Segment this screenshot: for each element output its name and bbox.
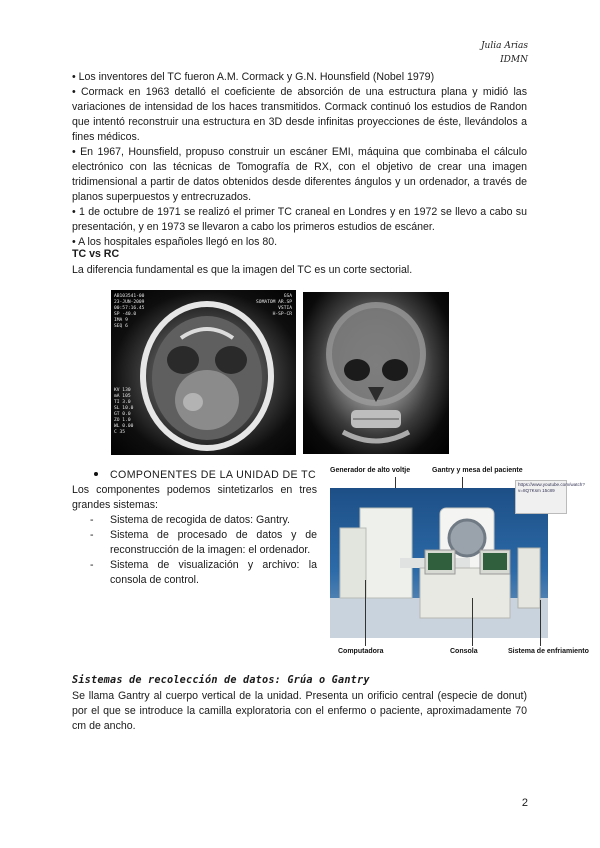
list-item: - Sistema de visualización y archivo: la consola de control.	[90, 559, 317, 586]
leader-line	[365, 580, 366, 646]
label-console: Consola	[450, 648, 478, 655]
course-name: IDMN	[500, 55, 528, 65]
components-heading-text: COMPONENTES DE LA UNIDAD DE TC	[110, 469, 317, 481]
label-cooling: Sistema de enfriamiento	[508, 648, 589, 655]
bullet-icon	[94, 472, 98, 476]
history-paragraph: • Los inventores del TC fueron A.M. Cormack y G.N. Hounsfield (Nobel 1979)	[72, 71, 435, 83]
ct-overlay-left: AB103541-00 23-JUN-2009 00:57:16.45 SP -40.0 IMA 9 SEQ 6	[114, 294, 145, 329]
ct-overlay-right: GSA SOMATOM AR.SP VSTIA H-SP-CR	[256, 294, 292, 317]
label-gantry: Gantry y mesa del paciente	[432, 467, 523, 474]
history-paragraph: • En 1967, Hounsfield, propuso construir un escáner EMI, máquina que combinaba el cálculo electrónico con las técnicas de Tomografía de RX, con el objetivo de crear una imagen tridimensional a partir de datos obtenidos desde diferentes ángulos y un ordenador, a través de planos superpuestos y entrecruzados.	[72, 146, 527, 203]
history-paragraph: • A los hospitales españoles llegó en los 80.	[72, 236, 278, 248]
gantry-section-title: Sistemas de recolección de datos: Grúa o Gantry	[72, 675, 370, 686]
leader-line	[472, 598, 473, 646]
skull-xray-image	[303, 292, 449, 454]
tc-vs-rc-heading: TC vs RC	[72, 248, 120, 260]
leader-line	[540, 600, 541, 646]
ct-scan-image	[111, 290, 296, 455]
video-url[interactable]: https://www.youtube.com/watch?v=8Q7Ksm 15c89	[515, 480, 567, 514]
list-item: - Sistema de recogida de datos: Gantry.	[90, 514, 290, 526]
ct-overlay-bottom: KV 130 mA 105 TI 3.0 SL 10.0 GT 0.0 ZO 1.0 WL 0.00 C 35	[114, 388, 134, 435]
history-paragraph: • Cormack en 1963 detalló el coeficiente de absorción de una estructura plana y midió las variaciones de intensidad de los haces transmitidos. Cormack continuó los estudios de Randon que intentó reconstruir una estructura en 3D desde infinitas proyecciones de éste, llevándolos a fines médicos.	[72, 86, 527, 143]
components-section	[72, 468, 317, 588]
skull-xray-icon	[303, 292, 449, 454]
history-paragraph: • 1 de octubre de 1971 se realizó el primer TC craneal en Londres y en 1972 se llevo a cabo su presentación, y en 1973 se llevaron a cabo los primeros estudios de escáner.	[72, 206, 527, 233]
history-section	[72, 70, 527, 250]
components-heading	[72, 468, 317, 483]
tc-vs-rc-text: La diferencia fundamental es que la imagen del TC es un corte sectorial.	[72, 264, 413, 276]
label-computer: Computadora	[338, 648, 384, 655]
gantry-section-text: Se llama Gantry al cuerpo vertical de la unidad. Presenta un orificio central (especie de donut) por el que se introduce la camilla exploratoria con el enfermo o paciente, aproximadamente 70 cm de ancho.	[72, 690, 527, 732]
page-number: 2	[521, 797, 528, 809]
components-list	[72, 513, 317, 588]
author-name: Julia Arias	[480, 41, 528, 51]
components-intro: Los componentes podemos sintetizarlos en tres grandes sistemas:	[72, 484, 317, 511]
list-item: - Sistema de procesado de datos y de reconstrucción de la imagen: el ordenador.	[90, 529, 317, 556]
label-generator: Generador de alto voltje	[330, 467, 411, 474]
